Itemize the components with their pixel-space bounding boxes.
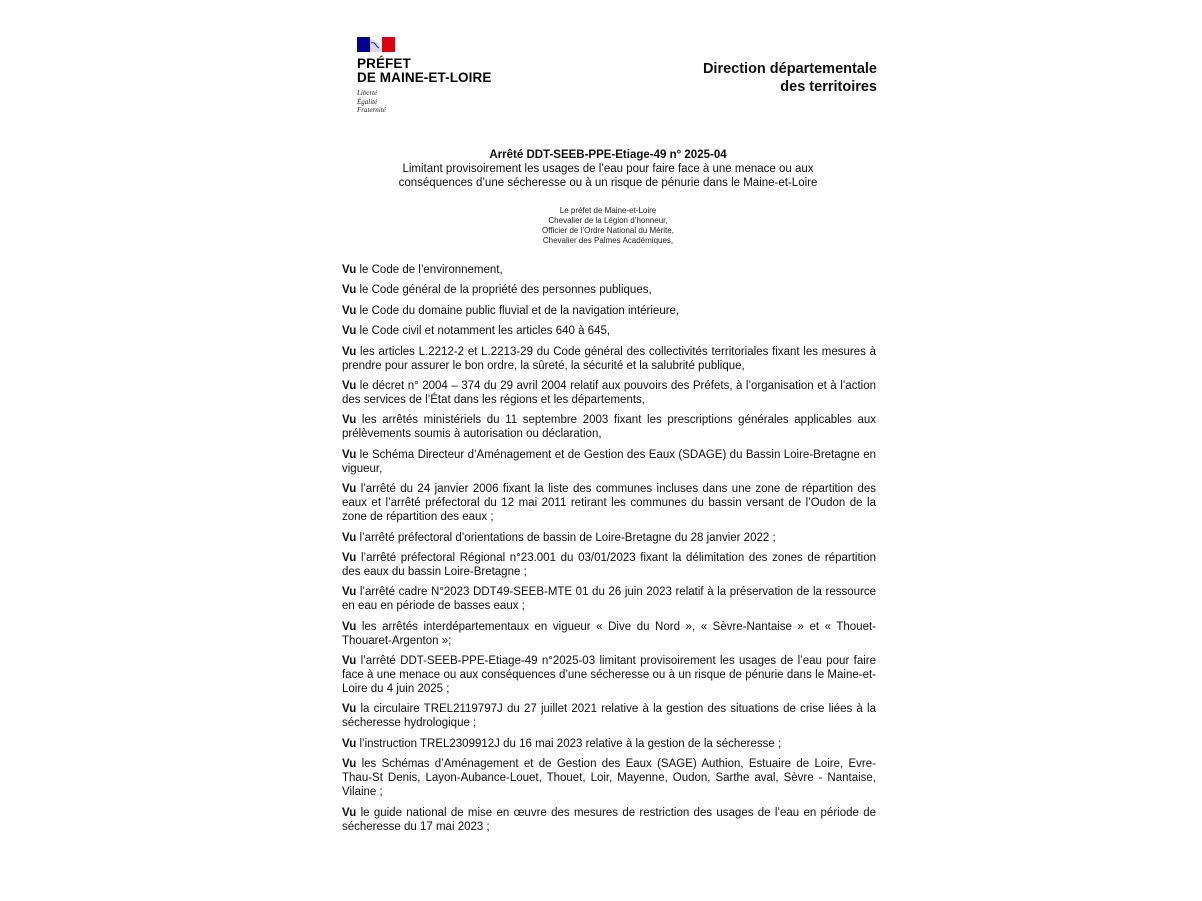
vu-item bbox=[342, 531, 876, 545]
vu-label: Vu bbox=[342, 304, 357, 317]
vu-item bbox=[342, 757, 876, 799]
vu-item bbox=[342, 379, 876, 407]
vu-label: Vu bbox=[342, 551, 357, 564]
vu-text: le Schéma Directeur d’Aménagement et de Gestion des Eaux (SDAGE) du Bassin Loire-Bretagne en vigueur, bbox=[342, 448, 877, 475]
vu-item bbox=[342, 345, 876, 373]
vu-label: Vu bbox=[342, 483, 357, 496]
vu-text: l’arrêté DDT-SEEB-PPE-Etiage-49 n°2025-03 limitant provisoirement les usages de l’eau pour faire face à une menace ou aux conséquences d’une sécheresse ou à un risque de pénurie dans le Maine-et-Loire du 4 juin 2025 ; bbox=[342, 655, 876, 696]
vu-text: le Code général de la propriété des personnes publiques, bbox=[359, 284, 652, 297]
vu-item bbox=[342, 448, 876, 476]
vu-label: Vu bbox=[342, 264, 357, 276]
vu-item bbox=[342, 585, 876, 613]
vu-text: la circulaire TREL2119797J du 27 juillet 2021 relative à la gestion des situations de crise liées à la sécheresse hydrologique ; bbox=[342, 703, 876, 730]
vu-label: Vu bbox=[342, 414, 357, 427]
vu-item bbox=[342, 737, 876, 751]
prefet-titles bbox=[340, 206, 876, 246]
prefet-honor-1: Chevalier de la Légion d’honneur, bbox=[548, 216, 668, 225]
vu-item bbox=[342, 304, 876, 318]
vu-text: le Code de l’environnement, bbox=[359, 264, 503, 276]
arrete-subtitle-line-2: conséquences d’une sécheresse ou à un risque de pénurie dans le Maine-et-Loire bbox=[398, 177, 818, 189]
vu-label: Vu bbox=[342, 531, 357, 544]
vu-item bbox=[342, 620, 876, 648]
vu-text: les articles L.2212-2 et L.2213-29 du Code général des collectivités territoriales fixant les mesures à prendre pour assurer le bon ordre, la sûreté, la sécurité et la salubrité publique, bbox=[342, 345, 877, 372]
vu-item bbox=[342, 482, 876, 524]
vu-text: l’arrêté préfectoral Régional n°23.001 du 03/01/2023 fixant la délimitation des zones de répartition des eaux du bassin Loire-Bretagne ; bbox=[342, 551, 877, 578]
republic-motto bbox=[357, 89, 557, 115]
vu-label: Vu bbox=[342, 758, 357, 771]
vu-label: Vu bbox=[342, 586, 357, 599]
vu-item bbox=[342, 702, 876, 730]
vu-label: Vu bbox=[342, 806, 357, 819]
vu-text: les arrêtés interdépartementaux en vigueur « Dive du Nord », « Sèvre-Nantaise » et « Thouet-Thouaret-Argenton »; bbox=[342, 620, 876, 647]
vu-text: l’arrêté du 24 janvier 2006 fixant la liste des communes incluses dans une zone de répartition des eaux et l’arrêté préfectoral du 12 mai 2011 retirant les communes du bassin versant de l’Oudon de la zone de répartition des eaux ; bbox=[342, 483, 876, 524]
vu-item bbox=[342, 324, 876, 338]
motto-fraternite: Fraternité bbox=[357, 106, 386, 114]
vu-item bbox=[342, 806, 876, 834]
vu-label: Vu bbox=[342, 345, 357, 358]
vu-label: Vu bbox=[342, 703, 357, 716]
vu-label: Vu bbox=[342, 737, 357, 750]
arrete-title-block bbox=[340, 148, 876, 190]
vu-text: le Code du domaine public fluvial et de la navigation intérieure, bbox=[359, 304, 680, 317]
marianne-flag-icon bbox=[357, 37, 395, 52]
arrete-title: Arrêté DDT-SEEB-PPE-Etiage-49 n° 2025-04 bbox=[489, 149, 727, 161]
vu-list bbox=[342, 263, 876, 840]
direction-heading bbox=[703, 60, 877, 96]
vu-item bbox=[342, 263, 876, 277]
vu-item bbox=[342, 283, 876, 297]
vu-label: Vu bbox=[342, 284, 357, 297]
direction-line-1: Direction départementale bbox=[702, 61, 877, 77]
prefet-honor-2: Officier de l’Ordre National du Mérite, bbox=[542, 226, 674, 235]
motto-egalite: Égalité bbox=[357, 97, 378, 106]
vu-text: l’instruction TREL2309912J du 16 mai 2023 relative à la gestion de la sécheresse ; bbox=[359, 737, 782, 750]
prefet-honor-3: Chevalier des Palmes Académiques, bbox=[542, 236, 674, 245]
vu-text: les Schémas d’Aménagement et de Gestion des Eaux (SAGE) Authion, Estuaire de Loire, Evre-Thau-St Denis, Layon-Aubance-Louet, Thouet, Loir, Mayenne, Oudon, Sarthe aval, Sèvre - Nantaise, Vilaine ; bbox=[342, 758, 876, 799]
prefecture-logo bbox=[357, 37, 557, 115]
direction-line-2: des territoires bbox=[780, 79, 877, 95]
vu-label: Vu bbox=[342, 655, 357, 668]
vu-item bbox=[342, 413, 876, 441]
vu-label: Vu bbox=[342, 379, 357, 392]
vu-item bbox=[342, 654, 876, 696]
arrete-subtitle-line-1: Limitant provisoirement les usages de l’eau pour faire face à une menace ou aux bbox=[402, 163, 814, 175]
vu-item bbox=[342, 551, 876, 579]
vu-text: le décret n° 2004 – 374 du 29 avril 2004 relatif aux pouvoirs des Préfets, à l’organisation et à l’action des services de l’État dans les régions et les départements, bbox=[342, 379, 876, 406]
vu-text: l’arrêté préfectoral d’orientations de bassin de Loire-Bretagne du 28 janvier 2022 ; bbox=[359, 531, 776, 544]
vu-text: les arrêtés ministériels du 11 septembre 2003 fixant les prescriptions générales applicables aux prélèvements soumis à autorisation ou déclaration, bbox=[342, 414, 876, 441]
vu-text: le Code civil et notamment les articles 640 à 645, bbox=[359, 325, 611, 338]
vu-label: Vu bbox=[342, 620, 357, 633]
vu-label: Vu bbox=[342, 448, 357, 461]
prefet-line-2: DE MAINE-ET-LOIRE bbox=[357, 70, 492, 85]
vu-text: le guide national de mise en œuvre des mesures de restriction des usages de l’eau en période de sécheresse du 17 mai 2023 ; bbox=[342, 806, 876, 833]
vu-label: Vu bbox=[342, 325, 357, 338]
prefet-name: Le préfet de Maine-et-Loire bbox=[559, 206, 657, 215]
prefet-title bbox=[357, 57, 557, 85]
vu-text: l’arrêté cadre N°2023 DDT49-SEEB-MTE 01 du 26 juin 2023 relatif à la préservation de la ressource en eau en période de basses eaux ; bbox=[342, 586, 876, 613]
motto-liberte: Liberté bbox=[357, 89, 378, 97]
prefet-line-1: PRÉFET bbox=[357, 56, 411, 71]
